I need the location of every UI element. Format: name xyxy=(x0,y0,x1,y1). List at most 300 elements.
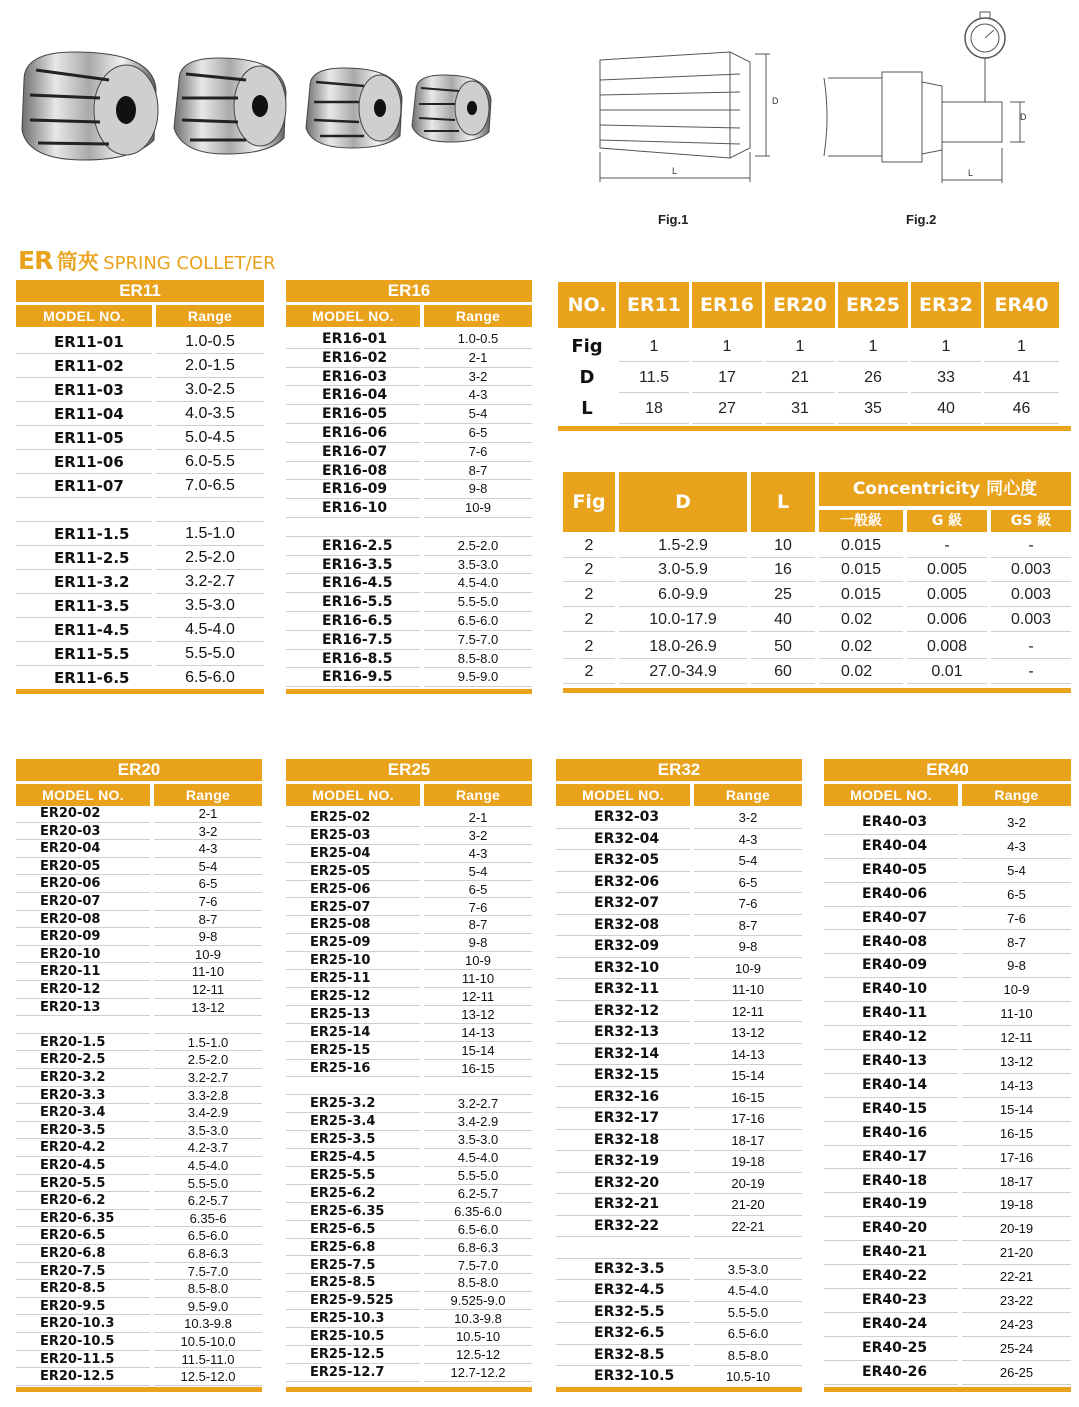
table-row xyxy=(286,1060,532,1078)
model-cell: ER25-12 xyxy=(310,989,371,1004)
model-cell: ER16-5.5 xyxy=(322,594,393,611)
spec1-row-label: L xyxy=(581,398,593,419)
model-cell: ER32-18 xyxy=(594,1131,660,1148)
model-cell: ER40-06 xyxy=(862,885,928,902)
row-divider xyxy=(991,581,1071,582)
spec2-value-cell: 2 xyxy=(584,586,594,603)
table-row xyxy=(286,424,532,443)
spec2-value-cell: - xyxy=(1028,537,1034,554)
dial-indicator-icon xyxy=(965,18,1005,58)
range-cell: 4-3 xyxy=(468,387,488,403)
table-row xyxy=(16,642,264,666)
er20-range-header: Range xyxy=(154,784,262,806)
row-divider xyxy=(692,392,762,393)
range-cell: 5.5-5.0 xyxy=(185,645,235,662)
spec2-value-cell: 0.02 xyxy=(841,663,873,680)
title-chinese: 筒夾 xyxy=(56,250,99,274)
row-divider xyxy=(619,606,747,607)
table-row xyxy=(286,1149,532,1167)
model-cell: ER40-19 xyxy=(862,1196,928,1213)
range-cell: 6.2-5.7 xyxy=(187,1193,229,1209)
table-row xyxy=(16,1139,262,1157)
table-row xyxy=(16,1016,262,1034)
model-cell: ER16-02 xyxy=(322,349,388,366)
range-cell: 5.5-5.0 xyxy=(187,1175,229,1191)
table-row xyxy=(16,1280,262,1298)
spec2-value-cell: 60 xyxy=(774,663,792,680)
table-row xyxy=(286,1239,532,1257)
row-divider xyxy=(424,1381,532,1382)
table-row xyxy=(556,1087,802,1109)
range-cell: 1.0-0.5 xyxy=(185,333,235,350)
spec1-value-cell: 21 xyxy=(791,369,809,386)
model-cell: ER16-6.5 xyxy=(322,613,393,629)
table-row xyxy=(286,1364,532,1382)
row-divider xyxy=(563,581,615,582)
model-cell: ER32-03 xyxy=(594,809,660,825)
table-row xyxy=(16,1227,262,1245)
range-cell: 6-5 xyxy=(198,876,218,892)
table-row xyxy=(824,1337,1071,1361)
range-cell: 7.5-7.0 xyxy=(187,1263,229,1279)
range-cell: 3-2 xyxy=(1007,815,1026,830)
range-cell: 6-5 xyxy=(468,881,488,897)
spec2-value-cell: 2 xyxy=(584,561,594,578)
table-row xyxy=(556,807,802,829)
model-cell: ER20-09 xyxy=(40,929,101,945)
model-cell: ER32-19 xyxy=(594,1153,660,1169)
range-cell: 13-12 xyxy=(731,1025,765,1040)
model-cell: ER40-22 xyxy=(862,1268,928,1285)
row-divider xyxy=(154,1385,262,1386)
er32-table xyxy=(556,759,802,1395)
spec2-value-cell: 50 xyxy=(774,638,792,655)
range-cell: 3-2 xyxy=(198,823,218,839)
table-row xyxy=(824,1098,1071,1122)
model-cell: ER16-07 xyxy=(322,443,388,460)
spec1-header-cell: ER40 xyxy=(984,282,1059,328)
spec2-value-cell: 10 xyxy=(774,537,792,554)
table-row xyxy=(16,1315,262,1333)
range-cell: 7-6 xyxy=(468,443,488,459)
model-cell: ER40-07 xyxy=(862,909,928,926)
table-row xyxy=(286,1006,532,1024)
range-cell: 1.5-1.0 xyxy=(185,525,235,542)
row-divider xyxy=(619,683,747,684)
row-divider xyxy=(765,423,835,424)
range-cell: 5-4 xyxy=(468,863,488,879)
row-divider xyxy=(991,606,1071,607)
table-row xyxy=(16,378,264,402)
range-cell: 7-6 xyxy=(198,894,218,909)
spec2-value-cell: 27.0-34.9 xyxy=(649,663,717,680)
range-cell: 12-11 xyxy=(191,982,225,997)
range-cell: 8.5-8.0 xyxy=(457,650,499,666)
row-divider xyxy=(563,606,615,607)
table-row xyxy=(556,958,802,980)
model-cell: ER40-17 xyxy=(862,1148,928,1165)
range-cell: 6.8-6.3 xyxy=(457,1239,499,1255)
row-divider xyxy=(819,658,903,659)
range-cell: 4-3 xyxy=(738,831,758,847)
model-cell: ER16-05 xyxy=(322,406,388,423)
range-cell: 19-18 xyxy=(731,1154,765,1169)
range-cell: 2.0-1.5 xyxy=(185,357,235,374)
spec2-gs-header: GS 級 xyxy=(991,510,1071,532)
row-divider xyxy=(751,683,815,684)
row-divider xyxy=(991,658,1071,659)
range-cell: 5.0-4.5 xyxy=(185,429,235,446)
er40-bottom-bar xyxy=(824,1387,1071,1392)
row-divider xyxy=(907,631,987,632)
model-cell: ER20-9.5 xyxy=(40,1298,106,1314)
er16-model-header: MODEL NO. xyxy=(286,305,420,327)
spec2-body xyxy=(563,534,1071,684)
er11-table xyxy=(16,280,264,696)
model-cell: ER32-21 xyxy=(594,1196,660,1212)
row-divider xyxy=(838,361,908,362)
model-cell: ER32-07 xyxy=(594,895,660,911)
spec2-value-cell: 18.0-26.9 xyxy=(649,638,717,655)
row-divider xyxy=(563,658,615,659)
table-row xyxy=(16,823,262,841)
range-cell: 4-3 xyxy=(468,845,488,861)
table-row xyxy=(286,631,532,650)
range-cell: 3.5-3.0 xyxy=(185,597,235,614)
range-cell: 8-7 xyxy=(1007,934,1026,950)
range-cell: 3.4-2.9 xyxy=(457,1114,499,1130)
table-row xyxy=(16,1104,262,1122)
range-cell: 10.3-9.8 xyxy=(184,1316,232,1332)
spec1-value-cell: 18 xyxy=(645,400,663,417)
table-row xyxy=(286,809,532,827)
row-divider xyxy=(911,392,981,393)
table-row xyxy=(824,1217,1071,1241)
range-cell: 15-14 xyxy=(461,1042,495,1058)
row-divider xyxy=(907,581,987,582)
range-cell: 6.5-6.0 xyxy=(187,1228,229,1244)
model-cell: ER20-6.8 xyxy=(40,1246,106,1261)
title-text: SPRING COLLET/ER xyxy=(103,253,276,274)
range-cell: 11-10 xyxy=(461,971,495,987)
model-cell: ER16-2.5 xyxy=(322,537,393,554)
table-row xyxy=(824,835,1071,859)
table-row xyxy=(286,1131,532,1149)
table-row xyxy=(824,1122,1071,1146)
model-cell: ER25-13 xyxy=(310,1006,371,1022)
range-cell: 6-5 xyxy=(1007,886,1026,902)
model-cell: ER40-24 xyxy=(862,1315,928,1332)
row-divider xyxy=(692,361,762,362)
spec1-value-cell: 41 xyxy=(1012,369,1031,386)
table-row xyxy=(286,650,532,669)
row-divider xyxy=(819,683,903,684)
range-cell: 16-15 xyxy=(731,1089,765,1105)
spec1-header-cell: NO. xyxy=(558,282,616,328)
model-cell: ER20-03 xyxy=(40,823,101,839)
er11-model-header: MODEL NO. xyxy=(16,305,152,327)
model-cell: ER11-04 xyxy=(54,405,124,423)
range-cell: 10.5-10 xyxy=(455,1329,501,1345)
range-cell: 13-12 xyxy=(999,1054,1034,1069)
range-cell: 11-10 xyxy=(1000,1006,1033,1022)
er40-model-header: MODEL NO. xyxy=(824,784,958,806)
table-row xyxy=(16,1192,262,1210)
range-cell: 5-4 xyxy=(198,858,218,874)
table-row xyxy=(286,1185,532,1203)
range-cell: 20-19 xyxy=(999,1221,1034,1237)
table-row xyxy=(286,1167,532,1185)
table-row xyxy=(286,349,532,368)
range-cell: 15-14 xyxy=(999,1101,1034,1117)
model-cell: ER20-4.5 xyxy=(40,1158,106,1173)
table-row xyxy=(286,863,532,881)
er25-table xyxy=(286,759,532,1395)
table-row xyxy=(556,1280,802,1302)
model-cell: ER25-6.2 xyxy=(310,1185,376,1201)
table-row xyxy=(16,1087,262,1105)
model-cell: ER11-5.5 xyxy=(54,645,130,663)
range-cell: 12-11 xyxy=(461,989,495,1004)
model-cell: ER32-12 xyxy=(594,1002,660,1019)
table-row xyxy=(16,1034,262,1052)
range-cell: 3.2-2.7 xyxy=(185,573,235,590)
table-row xyxy=(286,1292,532,1310)
table-row xyxy=(16,402,264,426)
spec1-value-cell: 46 xyxy=(1012,400,1031,417)
range-cell: 6.35-6 xyxy=(189,1210,227,1226)
range-cell: 6.35-6.0 xyxy=(454,1203,502,1219)
model-cell: ER40-25 xyxy=(862,1339,928,1356)
model-cell: ER32-08 xyxy=(594,916,660,933)
row-divider xyxy=(838,392,908,393)
table-row xyxy=(16,330,264,354)
table-row xyxy=(286,827,532,845)
model-cell: ER32-20 xyxy=(594,1174,660,1191)
table-row xyxy=(286,899,532,917)
range-cell: 7.5-7.0 xyxy=(457,631,499,647)
model-cell: ER40-26 xyxy=(862,1363,928,1380)
table-row xyxy=(556,1345,802,1367)
fig1-l-label: L xyxy=(672,166,678,176)
range-cell: 5-4 xyxy=(1007,862,1026,878)
table-row xyxy=(556,1065,802,1087)
er32-range-header: Range xyxy=(694,784,802,806)
model-cell: ER25-3.2 xyxy=(310,1096,376,1112)
range-cell: 6.5-6.0 xyxy=(727,1326,769,1341)
model-cell: ER11-6.5 xyxy=(54,669,130,687)
range-cell: 14-13 xyxy=(999,1077,1034,1093)
spec2-value-cell: 0.01 xyxy=(931,663,963,680)
model-cell: ER20-3.3 xyxy=(40,1087,106,1103)
model-cell: ER32-09 xyxy=(594,938,660,954)
spec2-value-cell: 0.015 xyxy=(841,586,882,603)
table-row xyxy=(824,1193,1071,1217)
table-row xyxy=(824,1241,1071,1265)
range-cell: 12.5-12 xyxy=(455,1347,501,1362)
model-cell: ER16-4.5 xyxy=(322,575,393,592)
range-cell: 6.0-5.5 xyxy=(185,453,235,470)
table-row xyxy=(556,850,802,872)
model-cell: ER32-4.5 xyxy=(594,1282,665,1298)
er20-title: ER20 xyxy=(16,759,262,781)
er16-table xyxy=(286,280,532,696)
concentricity-table xyxy=(563,472,1071,696)
table-row xyxy=(16,1157,262,1175)
figure-1 xyxy=(590,40,790,190)
model-cell: ER25-15 xyxy=(310,1042,371,1058)
table-row xyxy=(824,1289,1071,1313)
table-row xyxy=(286,916,532,934)
model-cell: ER20-3.4 xyxy=(40,1105,106,1121)
range-cell: 17-16 xyxy=(731,1111,765,1126)
table-row xyxy=(556,872,802,894)
model-cell: ER32-10.5 xyxy=(594,1368,675,1384)
range-cell: 18-17 xyxy=(731,1132,765,1148)
row-divider xyxy=(751,581,815,582)
spec1-row-label: Fig xyxy=(571,336,603,357)
table-row xyxy=(16,946,262,964)
spec2-concentricity-header: Concentricity 同心度 xyxy=(819,472,1071,506)
range-cell: 6.8-6.3 xyxy=(187,1246,229,1261)
table-row xyxy=(286,537,532,556)
table-row xyxy=(286,518,532,537)
model-cell: ER32-06 xyxy=(594,873,660,890)
spec1-header-cell: ER20 xyxy=(765,282,835,328)
range-cell: 7.5-7.0 xyxy=(457,1257,499,1273)
row-divider xyxy=(286,686,420,687)
model-cell: ER32-04 xyxy=(594,830,660,847)
model-cell: ER20-08 xyxy=(40,911,101,927)
table-row xyxy=(16,1122,262,1140)
collet-photos xyxy=(14,40,504,170)
model-cell: ER20-11.5 xyxy=(40,1351,115,1367)
range-cell: 9-8 xyxy=(468,935,488,951)
model-cell: ER40-03 xyxy=(862,814,928,830)
table-row xyxy=(286,952,532,970)
table-row xyxy=(286,1257,532,1275)
range-cell: 3.3-2.8 xyxy=(187,1087,229,1103)
range-cell: 2.5-2.0 xyxy=(187,1052,229,1068)
range-cell: 11-10 xyxy=(731,982,765,997)
model-cell: ER16-06 xyxy=(322,425,388,441)
fig2-l-label: L xyxy=(968,168,974,178)
table-row xyxy=(556,1237,802,1259)
spec2-value-cell: 2 xyxy=(584,537,594,554)
model-cell: ER11-1.5 xyxy=(54,525,130,543)
model-cell: ER32-5.5 xyxy=(594,1303,665,1320)
range-cell: 16-15 xyxy=(999,1125,1034,1141)
table-row xyxy=(286,612,532,631)
spec2-value-cell: 6.0-9.9 xyxy=(658,586,708,603)
row-divider xyxy=(765,361,835,362)
spec1-header-cell: ER25 xyxy=(838,282,908,328)
table-row xyxy=(824,1002,1071,1026)
range-cell: 10-9 xyxy=(194,946,222,962)
range-cell: 8.5-8.0 xyxy=(457,1275,499,1291)
table-row xyxy=(16,1263,262,1281)
range-cell: 17-16 xyxy=(999,1149,1034,1165)
table-row xyxy=(286,462,532,481)
er20-model-header: MODEL NO. xyxy=(16,784,150,806)
model-cell: ER16-03 xyxy=(322,368,388,385)
table-row xyxy=(286,845,532,863)
range-cell: 26-25 xyxy=(999,1364,1034,1380)
model-cell: ER20-10.5 xyxy=(40,1334,115,1349)
model-cell: ER32-11 xyxy=(594,981,660,997)
row-divider xyxy=(907,658,987,659)
model-cell: ER40-04 xyxy=(862,837,928,854)
spec2-value-cell: 0.006 xyxy=(926,611,968,628)
table-row xyxy=(16,1351,262,1369)
range-cell: 13-12 xyxy=(461,1006,495,1022)
model-cell: ER20-05 xyxy=(40,858,101,874)
model-cell: ER40-20 xyxy=(862,1220,928,1237)
table-row xyxy=(16,840,262,858)
model-cell: ER20-6.35 xyxy=(40,1210,115,1226)
range-cell: 9-8 xyxy=(468,481,488,497)
model-cell: ER40-23 xyxy=(862,1292,928,1308)
model-cell: ER32-13 xyxy=(594,1024,660,1040)
table-row xyxy=(556,1173,802,1195)
er25-model-header: MODEL NO. xyxy=(286,784,420,806)
table-row xyxy=(16,893,262,911)
spec2-value-cell: 0.005 xyxy=(926,561,968,578)
table-row xyxy=(824,931,1071,955)
spec1-value-cell: 40 xyxy=(937,400,955,417)
model-cell: ER25-6.8 xyxy=(310,1239,376,1255)
spec2-value-cell: - xyxy=(944,537,950,554)
model-cell: ER16-10 xyxy=(322,500,388,517)
range-cell: 22-21 xyxy=(999,1269,1034,1285)
table-row xyxy=(556,829,802,851)
table-row xyxy=(286,330,532,349)
model-cell: ER40-15 xyxy=(862,1100,928,1117)
table-row xyxy=(16,426,264,450)
range-cell: 8.5-8.0 xyxy=(187,1281,229,1297)
model-cell: ER25-6.35 xyxy=(310,1203,385,1219)
table-row xyxy=(286,668,532,687)
figure-2 xyxy=(820,8,1050,193)
model-cell: ER40-14 xyxy=(862,1076,928,1093)
er32-title: ER32 xyxy=(556,759,802,781)
range-cell: 3.0-2.5 xyxy=(185,381,235,398)
spec2-value-cell: - xyxy=(1028,638,1034,655)
row-divider xyxy=(907,606,987,607)
range-cell: 5.5-5.0 xyxy=(727,1304,769,1320)
model-cell: ER25-9.525 xyxy=(310,1293,394,1309)
table-row xyxy=(286,1274,532,1292)
table-row xyxy=(16,450,264,474)
range-cell: 10-9 xyxy=(734,960,762,976)
model-cell: ER20-5.5 xyxy=(40,1175,106,1191)
range-cell: 4.5-4.0 xyxy=(457,1150,499,1166)
table-row xyxy=(824,1074,1071,1098)
row-divider xyxy=(424,686,532,687)
table-row xyxy=(16,570,264,594)
model-cell: ER25-03 xyxy=(310,827,371,843)
spec2-value-cell: 0.003 xyxy=(1010,561,1052,578)
range-cell: 12.7-12.2 xyxy=(450,1364,506,1380)
model-cell: ER16-7.5 xyxy=(322,631,393,648)
table-row xyxy=(556,1194,802,1216)
model-cell: ER25-06 xyxy=(310,881,371,897)
model-cell: ER25-3.4 xyxy=(310,1114,376,1130)
table-row xyxy=(16,911,262,929)
model-cell: ER20-10.3 xyxy=(40,1316,115,1332)
row-divider xyxy=(962,1384,1071,1385)
model-cell: ER25-07 xyxy=(310,899,371,915)
